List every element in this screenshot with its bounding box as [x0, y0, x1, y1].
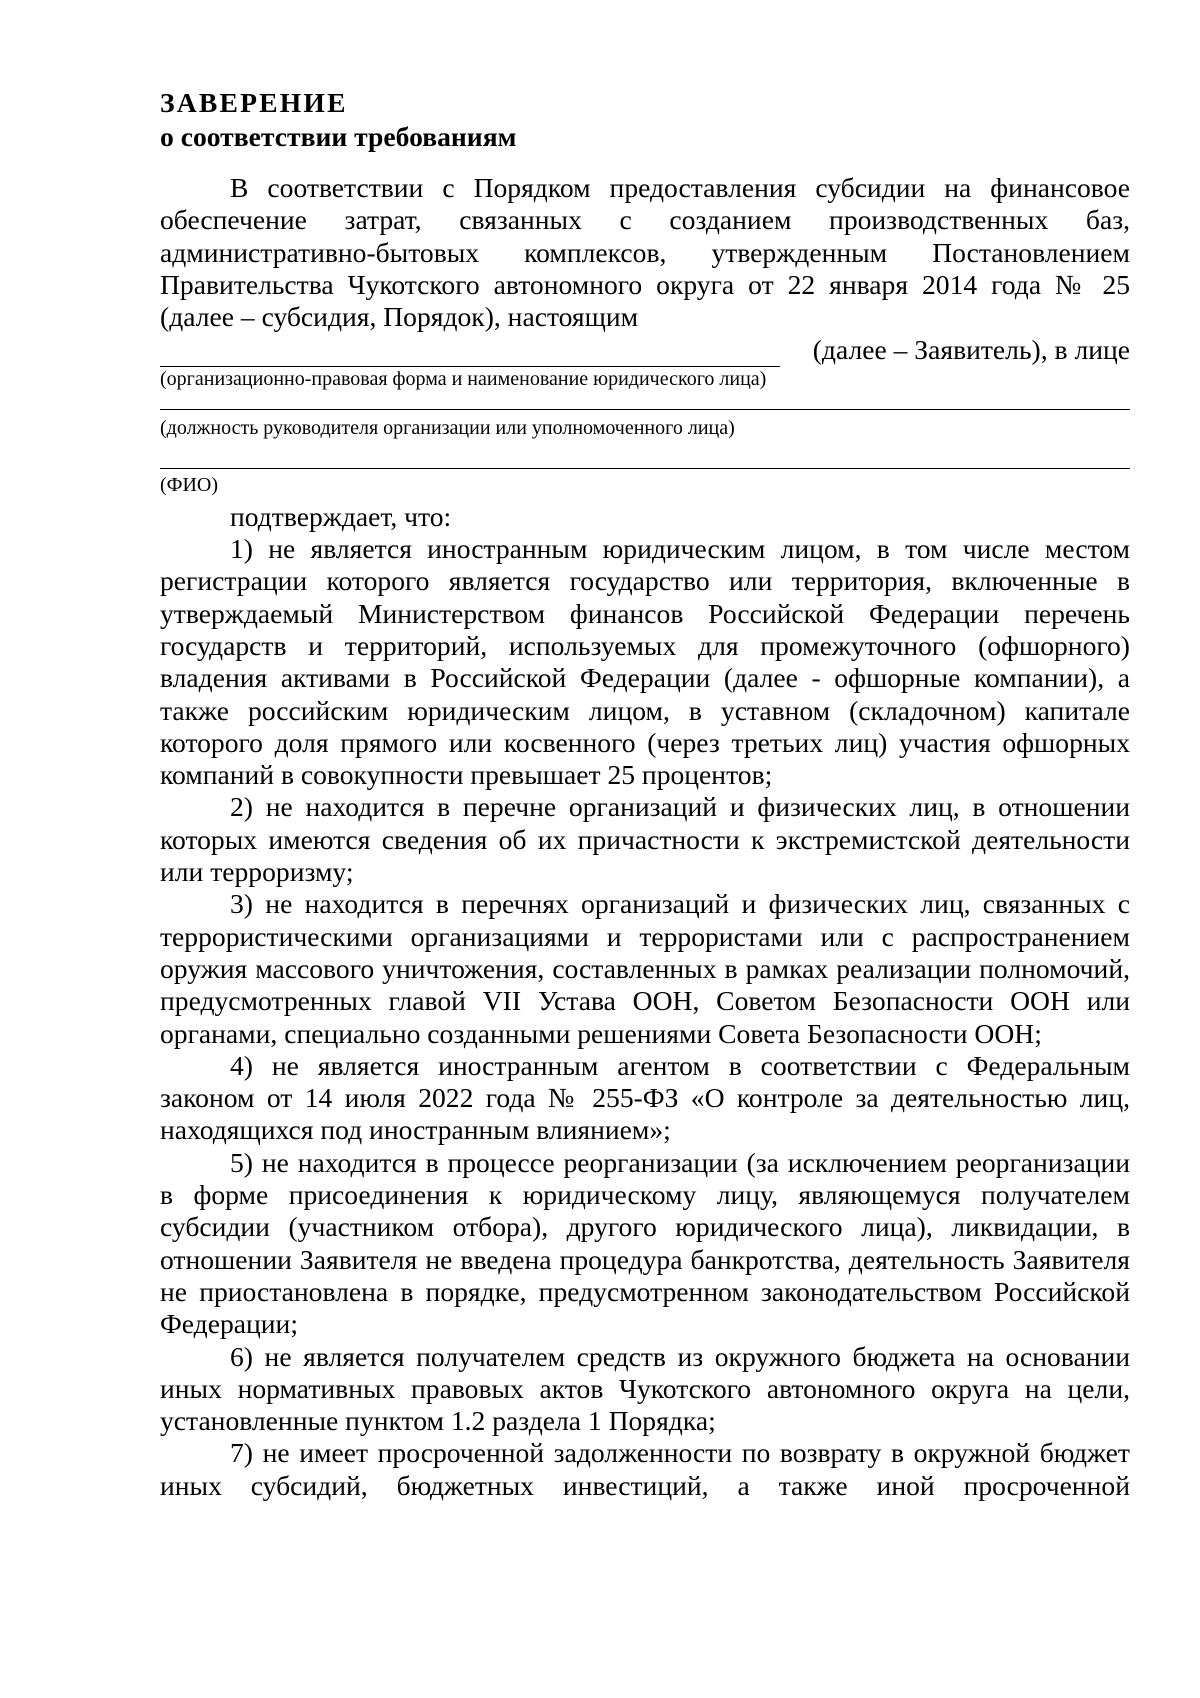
fio-caption: (ФИО)	[160, 473, 219, 496]
applicant-line	[160, 334, 1130, 366]
document-title: ЗАВЕРЕНИЕ	[160, 87, 348, 118]
document-subtitle: о соответствии требованиям	[160, 121, 517, 152]
applicant-suffix: (далее – Заявитель), в лице	[812, 334, 1130, 366]
list-item-5: 5) не находится в процессе реорганизации (за исключением реорганизации в форме присоединения к юридическому лицу, являющемуся получателем субсидии (участником отбора), другого юридического лица), ликвидации, в отношении Заявителя не введена процедура банкротства, деятельность Заявителя не приостановлена в порядке, предусмотренном законодательством Российской Федерации;	[160, 1146, 1130, 1340]
position-blank[interactable]	[160, 409, 1130, 410]
document-page	[160, 86, 1130, 1502]
list-item-1: 1) не является иностранным юридическим лицом, в том числе местом регистрации которого является государство или территория, включенные в утверждаемый Министерством финансов Российской Федерации перечень государств и территорий, используемых для промежуточного (офшорного) владения активами в Российской Федерации (далее - офшорные компании), а также российским юридическим лицом, в уставном (складочном) капитале которого доля прямого или косвенного (через третьих лиц) участия офшорных компаний в совокупности превышает 25 процентов;	[160, 533, 1130, 791]
applicant-name-blank[interactable]	[160, 340, 780, 367]
list-item-7: 7) не имеет просроченной задолженности по возврату в окружной бюджет иных субсидий, бюджетных инвестиций, а также иной просроченной	[160, 1437, 1130, 1501]
confirm-text: подтверждает, что:	[230, 500, 452, 532]
list-item-2: 2) не находится в перечне организаций и физических лиц, в отношении которых имеются сведения об их причастности к экстремистской деятельности или терроризму;	[160, 791, 1130, 888]
list-item-6: 6) не является получателем средств из окружного бюджета на основании иных нормативных правовых актов Чукотского автономного округа на цели, установленные пунктом 1.2 раздела 1 Порядка;	[160, 1340, 1130, 1437]
title-block	[160, 86, 1130, 154]
org-form-caption: (организационно-правовая форма и наименование юридического лица)	[160, 367, 767, 390]
list-item-3: 3) не находится в перечнях организаций и физических лиц, связанных с террористическими организациями и террористами или с распространением оружия массового уничтожения, составленных в рамках реализации полномочий, предусмотренных главой VII Устава ООН, Советом Безопасности ООН или органами, специально созданными решениями Совета Безопасности ООН;	[160, 888, 1130, 1049]
list-item-4: 4) не является иностранным агентом в соответствии с Федеральным законом от 14 июля 2022 года № 255-ФЗ «О контроле за деятельностью лиц, находящихся под иностранным влиянием»;	[160, 1049, 1130, 1146]
intro-paragraph: В соответствии с Порядком предоставления субсидии на финансовое обеспечение затрат, связанных с созданием производственных баз, административно-бытовых комплексов, утвержденным Постановлением Правительства Чукотского автономного округа от 22 января 2014 года № 25 (далее – субсидия, Порядок), настоящим	[160, 172, 1130, 333]
position-caption: (должность руководителя организации или уполномоченного лица)	[160, 416, 735, 439]
fio-blank[interactable]	[160, 468, 1130, 469]
